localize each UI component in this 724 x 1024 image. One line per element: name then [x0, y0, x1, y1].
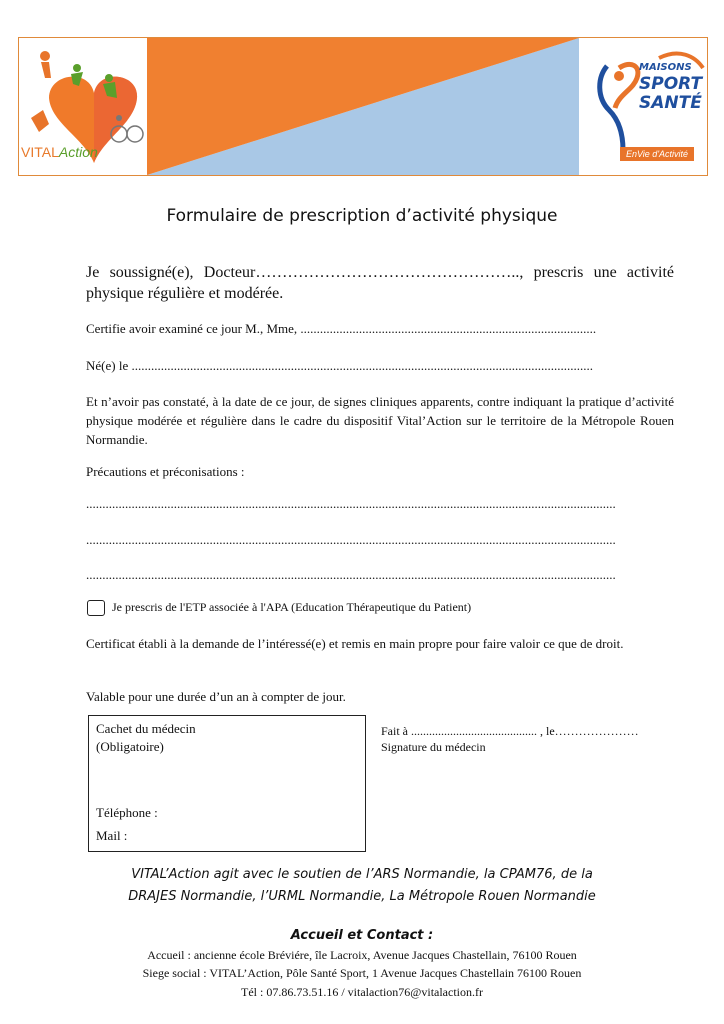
signature-label: Signature du médecin	[381, 740, 486, 754]
soutien-line-2: DRAJES Normandie, l’URML Normandie, La Métropole Rouen Normandie	[128, 889, 596, 904]
logo-action-text: Action	[58, 144, 98, 160]
certifie-line: Certifie avoir examiné ce jour M., Mme, ...........................................................................................	[86, 321, 597, 336]
maisons-sport-sante-logo	[639, 63, 702, 112]
header-banner	[18, 37, 708, 176]
contact-accueil: Accueil : ancienne école Bréviére, île Lacroix, Avenue Jacques Chastellain, 76100 Rouen	[147, 948, 577, 962]
constat-paragraph: Et n’avoir pas constaté, à la date de ce jour, de signes cliniques apparents, contre indiquant la pratique d’activité physique modérée et régulière dans le cadre du dispositif Vital’Action sur le territoire de la Métropole Rouen Normandie.	[86, 394, 674, 447]
contact-siege: Siege social : VITAL’Action, Pôle Santé Sport, 1 Avenue Jacques Chastellain 76100 Rouen	[142, 966, 582, 980]
etp-label: Je prescris de l'ETP associée à l'APA (Education Thérapeutique du Patient)	[112, 600, 472, 614]
intro-paragraph: Je soussigné(e), Docteur………………………………………….., prescris une activité physique régulière et modérée.	[86, 264, 674, 302]
cachet-box[interactable]	[88, 715, 366, 852]
contact-title: Accueil et Contact :	[290, 928, 434, 943]
certificat-paragraph: Certificat établi à la demande de l’intéressé(e) et remis en main propre pour faire valoir ce que de droit.	[86, 636, 624, 651]
fait-a-line: Fait à .......................................... , le…………………	[381, 724, 639, 738]
soutien-line-1: VITAL’Action agit avec le soutien de l’ARS Normandie, la CPAM76, de la	[131, 867, 593, 882]
etp-checkbox[interactable]	[87, 600, 105, 616]
logo-sport-text: SPORT	[639, 74, 703, 94]
page-title: Formulaire de prescription d’activité physique	[166, 206, 558, 226]
vital-action-logo	[21, 144, 98, 160]
precautions-line-1: ...................................................................................................................................................................	[86, 496, 616, 511]
mail-label: Mail :	[96, 828, 128, 843]
telephone-label: Téléphone :	[96, 805, 158, 820]
validity-text: Valable pour une durée d’un an à compter de jour.	[86, 689, 346, 704]
cachet-obligatoire: (Obligatoire)	[96, 739, 164, 754]
banner-graphic	[19, 38, 707, 175]
precautions-line-2: ...................................................................................................................................................................	[86, 532, 616, 547]
contact-phone-email: Tél : 07.86.73.51.16 / vitalaction76@vitalaction.fr	[241, 985, 483, 999]
logo-tagline: EnVie d'Activité	[620, 147, 694, 161]
birthdate-line: Né(e) le ..............................................................................................................................................	[86, 358, 593, 373]
logo-sante-text: SANTÉ	[639, 93, 702, 113]
precautions-line-3: ...................................................................................................................................................................	[86, 567, 616, 582]
logo-maisons-text: MAISONS	[639, 62, 692, 73]
precautions-label: Précautions et préconisations :	[86, 464, 245, 479]
cachet-label: Cachet du médecin	[96, 721, 196, 736]
logo-vital-text: VITAL	[21, 144, 59, 160]
